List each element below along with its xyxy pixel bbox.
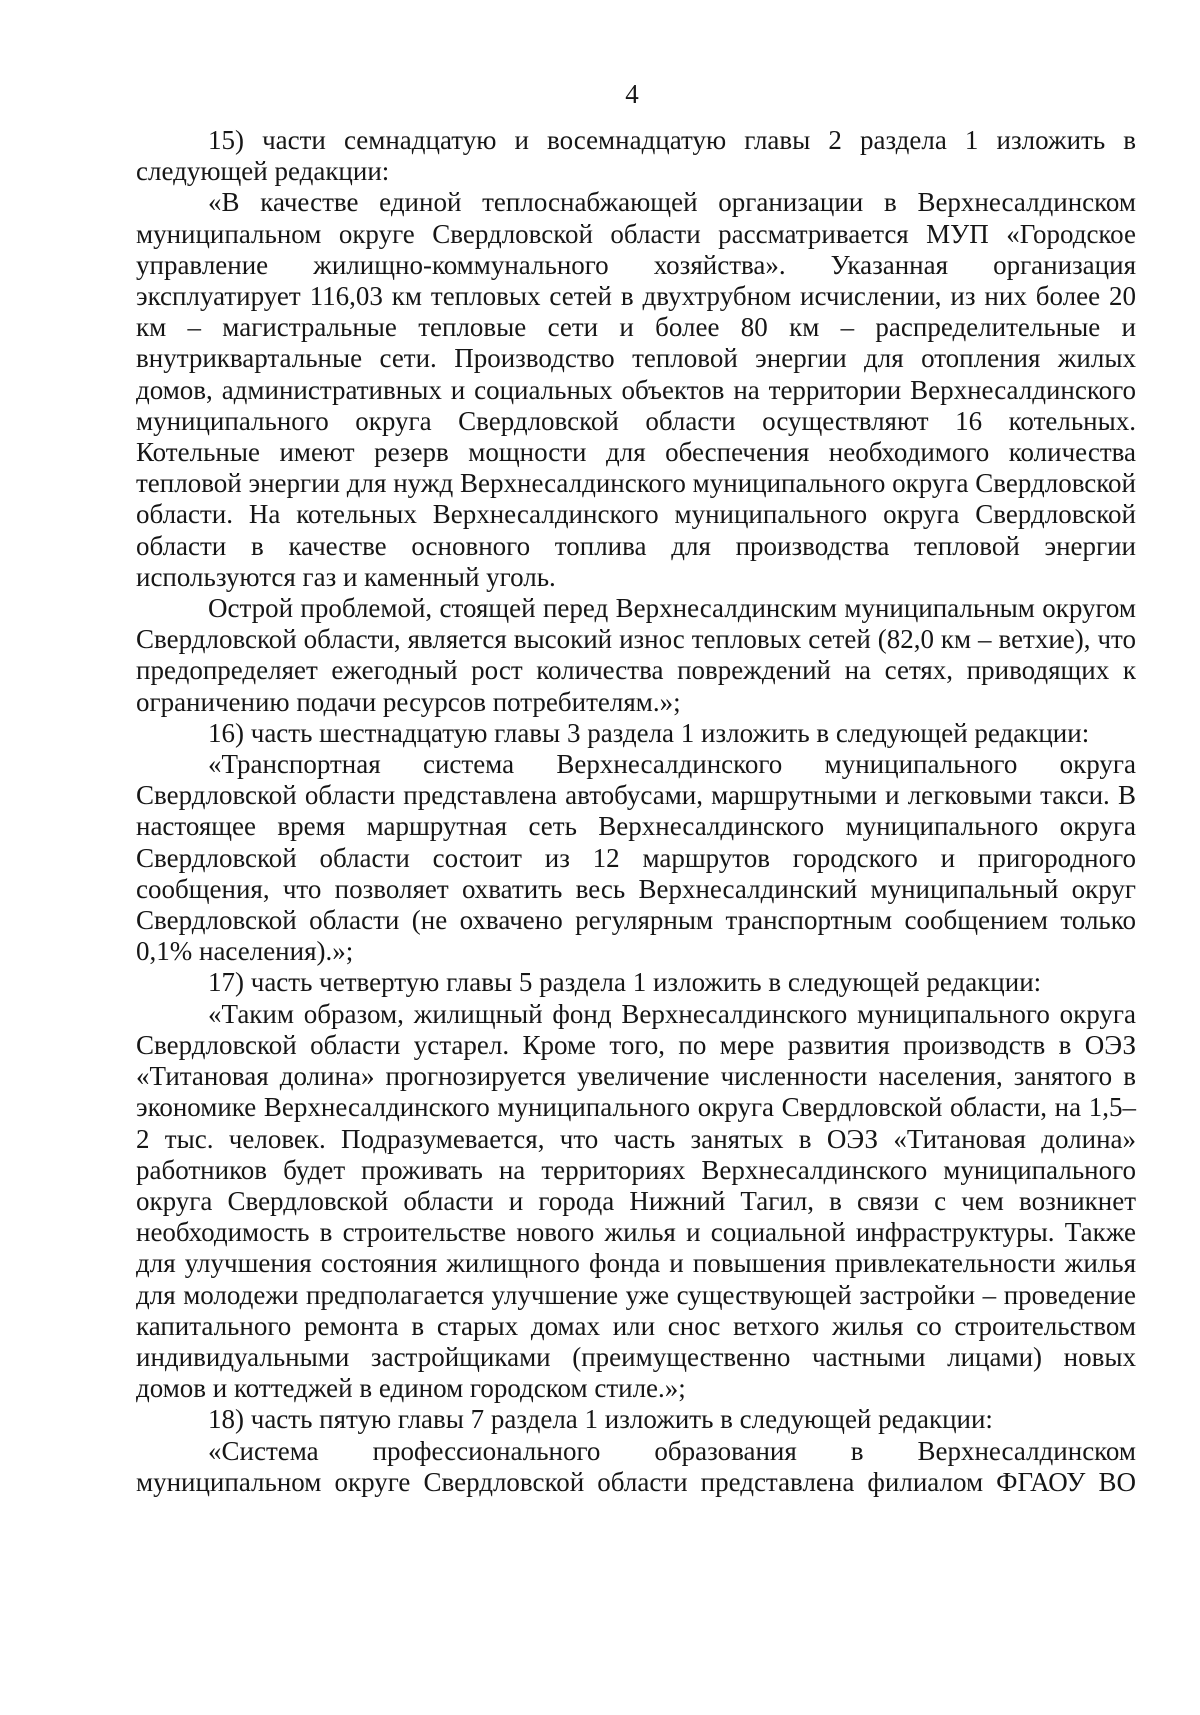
paragraph-housing-quote: «Таким образом, жилищный фонд Верхнесалдинского муниципального округа Свердловской области устарел. Кроме того, по мере развития производств в ОЭЗ «Титановая долина» прогнозируется увеличение численности населения, занятого в экономике Верхнесалдинского муниципального округа Свердловской области, на 1,5–2 тыс. человек. Подразумевается, что часть занятых в ОЭЗ «Титановая долина» работников будет проживать на территориях Верхнесалдинского муниципального округа Свердловской области и города Нижний Тагил, в связи с чем возникнет необходимость в строительстве нового жилья и социальной инфраструктуры. Также для улучшения состояния жилищного фонда и повышения привлекательности жилья для молодежи предполагается улучшение уже существующей застройки – проведение капитального ремонта в старых домах или снос ветхого жилья со строительством индивидуальными застройщиками (преимущественно частными лицами) новых домов и коттеджей в едином городском стиле.»;	[136, 998, 1136, 1404]
paragraph-heat-networks-problem: Острой проблемой, стоящей перед Верхнесалдинским муниципальным округом Свердловской области, является высокий износ тепловых сетей (82,0 км – ветхие), что предопределяет ежегодный рост количества повреждений на сетях, приводящих к ограничению подачи ресурсов потребителям.»;	[136, 593, 1136, 717]
page-number: 4	[625, 79, 639, 109]
paragraph-item-15: 15) части семнадцатую и восемнадцатую главы 2 раздела 1 изложить в следующей редакции:	[136, 125, 1136, 187]
paragraph-item-18: 18) часть пятую главы 7 раздела 1 изложить в следующей редакции:	[208, 1404, 993, 1435]
paragraph-heat-supply-quote: «В качестве единой теплоснабжающей организации в Верхнесалдинском муниципальном округе Свердловской области рассматривается МУП «Городское управление жилищно-коммунального хозяйства». Указанная организация эксплуатирует 116,03 км тепловых сетей в двухтрубном исчислении, из них более 20 км – магистральные тепловые сети и более 80 км – распределительные и внутриквартальные сети. Производство тепловой энергии для отопления жилых домов, административных и социальных объектов на территории Верхнесалдинского муниципального округа Свердловской области осуществляют 16 котельных. Котельные имеют резерв мощности для обеспечения необходимого количества тепловой энергии для нужд Верхнесалдинского муниципального округа Свердловской области. На котельных Верхнесалдинского муниципального округа Свердловской области в качестве основного топлива для производства тепловой энергии используются газ и каменный уголь.	[136, 187, 1136, 592]
paragraph-transport-quote: «Транспортная система Верхнесалдинского муниципального округа Свердловской области представлена автобусами, маршрутными и легковыми такси. В настоящее время маршрутная сеть Верхнесалдинского муниципального округа Свердловской области состоит из 12 маршрутов городского и пригородного сообщения, что позволяет охватить весь Верхнесалдинский муниципальный округ Свердловской области (не охвачено регулярным транспортным сообщением только 0,1% населения).»;	[136, 749, 1136, 967]
paragraph-item-17: 17) часть четвертую главы 5 раздела 1 изложить в следующей редакции:	[208, 967, 1042, 998]
paragraph-item-16: 16) часть шестнадцатую главы 3 раздела 1 изложить в следующей редакции:	[208, 717, 1090, 748]
paragraph-education-quote: «Система профессионального образования в Верхнесалдинском муниципальном округе Свердловской области представлена филиалом ФГАОУ ВО	[136, 1435, 1136, 1497]
document-body	[136, 125, 1136, 1498]
